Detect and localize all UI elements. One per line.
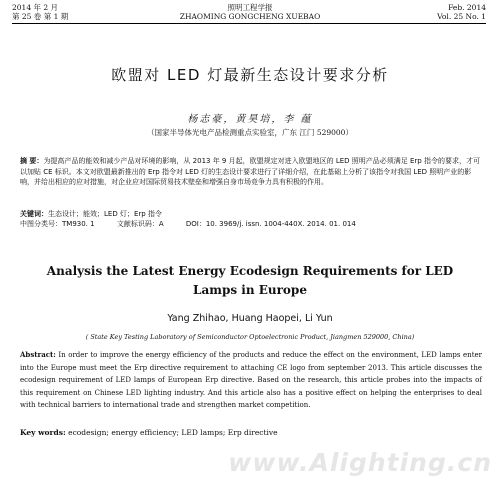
- english-title-line2: Lamps in Europe: [193, 283, 307, 297]
- journal-volume: 第 25 卷 第 1 期: [12, 12, 69, 21]
- chinese-abstract-label: 摘 要：: [20, 157, 44, 165]
- watermark: www.Alighting.cn: [228, 448, 492, 477]
- chinese-abstract: [20, 156, 482, 188]
- journal-name: [0, 3, 500, 21]
- english-abstract-label: Abstract:: [20, 350, 56, 359]
- english-title: [0, 262, 500, 300]
- english-keywords: [20, 428, 482, 437]
- journal-name-cn: 照明工程学报: [227, 3, 273, 12]
- journal-date-en: Feb. 2014: [448, 3, 486, 12]
- english-abstract: [20, 349, 482, 412]
- chinese-title: 欧盟对 LED 灯最新生态设计要求分析: [111, 66, 389, 84]
- chinese-keywords: 生态设计；能效；LED 灯；Erp 指令: [48, 210, 162, 218]
- chinese-keywords-label: 关键词：: [20, 210, 48, 218]
- chinese-authors: 杨志豪，黄昊培，李 蕴: [187, 114, 313, 125]
- header-divider: [12, 23, 486, 24]
- english-affiliation: ( State Key Testing Laboratory of Semiconductor Optoelectronic Product, Jiangmen 529000, China): [85, 333, 415, 341]
- chinese-abstract-text: 为提高产品的能效和减少产品对环境的影响，从 2013 年 9 月起，欧盟规定对进入欧盟地区的 LED 照明产品必须满足 Erp 指令的要求，才可以加贴 CE 标识。本文对欧盟最新推出的 Erp 指令对 LED 灯的生态设计要求进行了详细介绍，在此基础上分析了该指令对我国 LED 照明产业的影响，并给出相应的应对措施，对企业应对国际贸易技术壁垒和增强自身市场竞争力具有积极的作用。: [20, 157, 480, 186]
- english-abstract-text: In order to improve the energy efficiency of the products and reduce the effect on the environment, LED lamps enter into the Europe must meet the Erp directive requirement to attaching CE logo from september 2013. This article discusses the ecodesign requirement of LED lamps of European Erp directive. Based on the research, this article probes into the impacts of this requirement on Chinese LED lighting industry. And this article also has a positive effect on helping the enterprises to deal with technical barriers to international trade and strengthen market competition.: [20, 351, 482, 409]
- chinese-affiliation: （国家半导体光电产品检测重点实验室，广东 江门 529000）: [147, 128, 353, 137]
- journal-name-pinyin: ZHAOMING GONGCHENG XUEBAO: [179, 12, 321, 21]
- english-title-line1: Analysis the Latest Energy Ecodesign Requirements for LED: [46, 264, 454, 278]
- english-keywords-text: ecodesign; energy efficiency; LED lamps; Erp directive: [65, 428, 278, 437]
- document-code: 文献标识码：A: [116, 220, 164, 228]
- english-keywords-label: Key words:: [20, 428, 66, 437]
- chinese-metadata: [20, 209, 482, 229]
- journal-volume-en: Vol. 25 No. 1: [437, 12, 486, 21]
- doi: DOI：10. 3969/j. issn. 1004-440X. 2014. 01. 014: [185, 220, 356, 228]
- journal-date-volume-en: [437, 3, 486, 21]
- english-authors: Yang Zhihao, Huang Haopei, Li Yun: [167, 313, 333, 324]
- journal-date: 2014 年 2 月: [12, 3, 59, 12]
- clc-number: 中图分类号：TM930. 1: [20, 220, 95, 228]
